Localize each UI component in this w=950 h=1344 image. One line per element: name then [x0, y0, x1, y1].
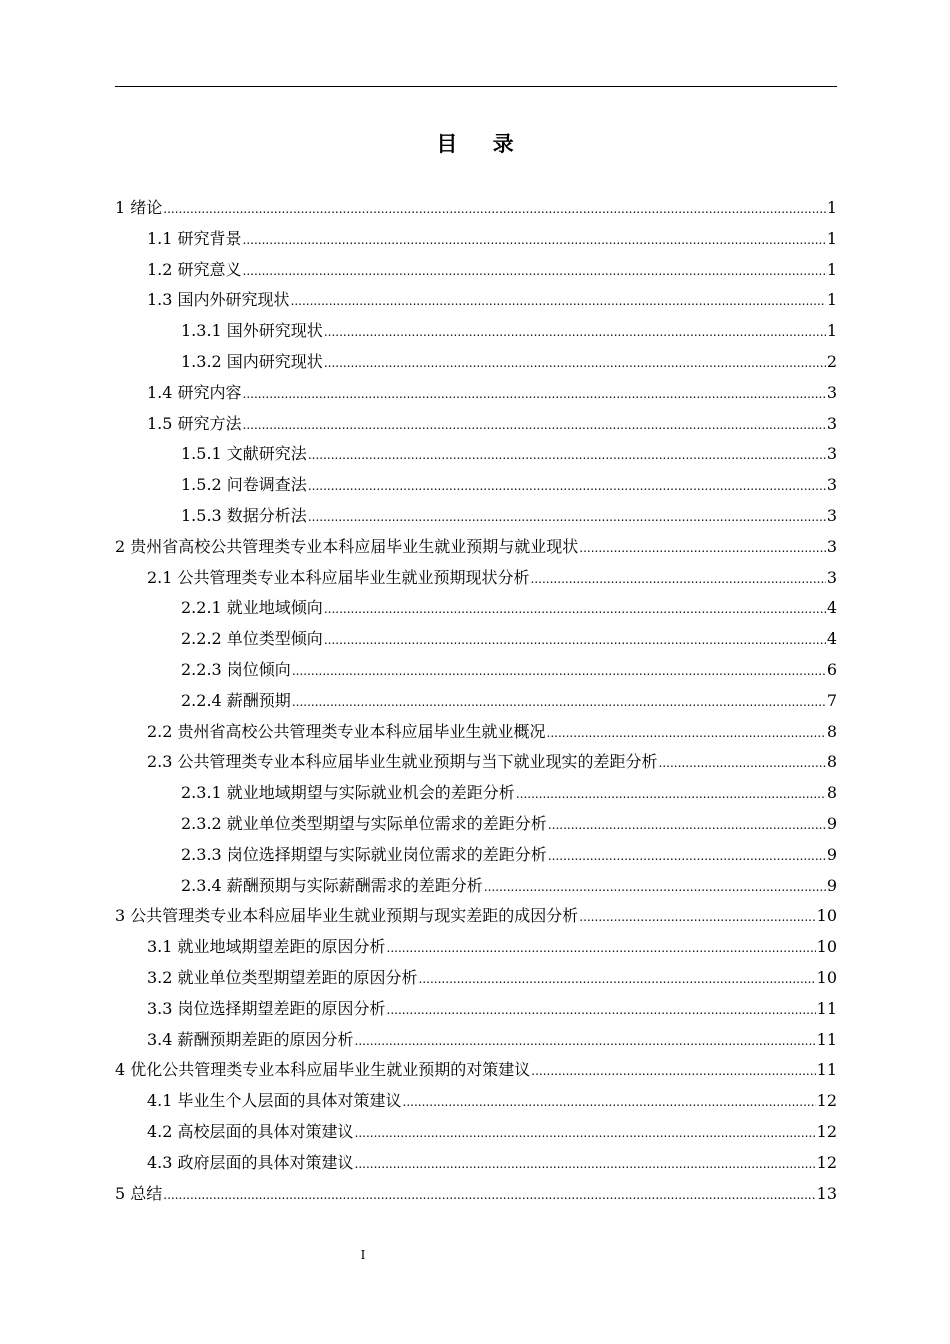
toc-leader-dots — [659, 747, 826, 779]
toc-entry[interactable] — [115, 655, 837, 686]
toc-entry-page: 3 — [826, 505, 837, 525]
toc-entry-label: 2.1 公共管理类专业本科应届毕业生就业预期现状分析 — [147, 567, 530, 587]
toc-entry-label: 4.1 毕业生个人层面的具体对策建议 — [147, 1091, 402, 1111]
toc-entry[interactable] — [115, 686, 837, 717]
toc-entry-label: 2.2.3 岗位倾向 — [181, 659, 291, 679]
toc-entry[interactable] — [115, 532, 837, 563]
toc-entry-label: 1.1 研究背景 — [147, 228, 242, 248]
header-rule — [115, 86, 837, 87]
toc-entry-label: 3.2 就业单位类型期望差距的原因分析 — [147, 967, 418, 987]
toc-entry-page: 3 — [826, 567, 837, 587]
toc-entry[interactable] — [115, 717, 837, 748]
toc-leader-dots — [387, 994, 816, 1026]
toc-entry-label: 2.3.2 就业单位类型期望与实际单位需求的差距分析 — [181, 813, 547, 833]
toc-leader-dots — [387, 932, 816, 964]
toc-leader-dots — [308, 439, 826, 471]
toc-leader-dots — [547, 717, 826, 749]
toc-entry-page: 7 — [826, 690, 837, 710]
toc-entry[interactable] — [115, 1179, 837, 1210]
toc-entry-page: 1 — [826, 290, 837, 310]
toc-leader-dots — [403, 1086, 816, 1118]
toc-entry-page: 11 — [816, 1029, 837, 1049]
toc-entry-label: 4.3 政府层面的具体对策建议 — [147, 1152, 354, 1172]
toc-leader-dots — [324, 593, 826, 625]
toc-leader-dots — [292, 686, 826, 718]
toc-leader-dots — [531, 1055, 815, 1087]
toc-entry[interactable] — [115, 963, 837, 994]
toc-entry-page: 6 — [826, 659, 837, 679]
toc-entry-label: 1.2 研究意义 — [147, 259, 242, 279]
toc-entry[interactable] — [115, 932, 837, 963]
toc-entry-label: 2.3.1 就业地域期望与实际就业机会的差距分析 — [181, 783, 515, 803]
toc-entry-label: 4 优化公共管理类专业本科应届毕业生就业预期的对策建议 — [115, 1060, 531, 1080]
toc-leader-dots — [579, 532, 826, 564]
toc-leader-dots — [548, 840, 826, 872]
toc-entry[interactable] — [115, 593, 837, 624]
toc-entry[interactable] — [115, 871, 837, 902]
page-number: I — [360, 1248, 366, 1262]
toc-entry-page: 8 — [826, 752, 837, 772]
toc-entry-label: 2.3 公共管理类专业本科应届毕业生就业预期与当下就业现实的差距分析 — [147, 752, 658, 772]
toc-entry-label: 2 贵州省高校公共管理类专业本科应届毕业生就业预期与就业现状 — [115, 536, 579, 556]
toc-leader-dots — [308, 470, 826, 502]
toc-entry-label: 5 总结 — [115, 1183, 163, 1203]
toc-entry[interactable] — [115, 563, 837, 594]
toc-leader-dots — [324, 316, 826, 348]
table-of-contents — [115, 193, 837, 1209]
toc-entry[interactable] — [115, 409, 837, 440]
toc-entry-page: 1 — [826, 228, 837, 248]
toc-entry-page: 3 — [826, 382, 837, 402]
toc-leader-dots — [531, 563, 826, 595]
toc-entry-page: 9 — [826, 813, 837, 833]
toc-entry-label: 3.1 就业地域期望差距的原因分析 — [147, 937, 386, 957]
toc-entry-label: 1.4 研究内容 — [147, 382, 242, 402]
toc-leader-dots — [355, 1148, 816, 1180]
toc-leader-dots — [243, 255, 826, 287]
toc-leader-dots — [324, 624, 826, 656]
toc-entry-label: 2.3.3 岗位选择期望与实际就业岗位需求的差距分析 — [181, 844, 547, 864]
toc-entry-label: 3.3 岗位选择期望差距的原因分析 — [147, 998, 386, 1018]
toc-entry-page: 3 — [826, 536, 837, 556]
toc-entry-page: 1 — [826, 321, 837, 341]
toc-entry[interactable] — [115, 809, 837, 840]
toc-entry-page: 3 — [826, 475, 837, 495]
toc-entry[interactable] — [115, 994, 837, 1025]
toc-entry[interactable] — [115, 347, 837, 378]
toc-entry-label: 2.2.4 薪酬预期 — [181, 690, 291, 710]
toc-entry-label: 1 绪论 — [115, 198, 163, 217]
toc-leader-dots — [324, 347, 826, 379]
toc-entry[interactable] — [115, 840, 837, 871]
toc-entry-page: 3 — [826, 413, 837, 433]
toc-entry-label: 2.2.2 单位类型倾向 — [181, 629, 323, 649]
toc-entry-page: 3 — [826, 444, 837, 464]
toc-entry-page: 10 — [816, 906, 837, 926]
toc-entry-page: 8 — [826, 721, 837, 741]
toc-entry-page: 13 — [816, 1183, 837, 1203]
toc-leader-dots — [243, 224, 826, 256]
toc-entry-page: 1 — [826, 259, 837, 279]
toc-entry-page: 8 — [826, 783, 837, 803]
toc-entry-page: 10 — [816, 967, 837, 987]
toc-entry-label: 1.5.2 问卷调查法 — [181, 475, 307, 495]
toc-entry-page: 9 — [826, 844, 837, 864]
toc-entry-page: 1 — [826, 198, 837, 217]
toc-leader-dots — [292, 655, 826, 687]
toc-leader-dots — [163, 1179, 815, 1211]
toc-entry[interactable] — [115, 255, 837, 286]
toc-entry[interactable] — [115, 1117, 837, 1148]
toc-entry[interactable] — [115, 193, 837, 224]
toc-leader-dots — [579, 901, 815, 933]
toc-entry[interactable] — [115, 224, 837, 255]
toc-leader-dots — [291, 285, 826, 317]
toc-entry[interactable] — [115, 285, 837, 316]
toc-leader-dots — [355, 1025, 816, 1057]
toc-entry-label: 2.2 贵州省高校公共管理类专业本科应届毕业生就业概况 — [147, 721, 546, 741]
toc-entry[interactable] — [115, 747, 837, 778]
toc-entry-page: 12 — [816, 1121, 837, 1141]
toc-entry-label: 4.2 高校层面的具体对策建议 — [147, 1121, 354, 1141]
toc-entry-page: 11 — [816, 998, 837, 1018]
toc-leader-dots — [548, 809, 826, 841]
toc-entry-label: 2.2.1 就业地域倾向 — [181, 598, 323, 618]
toc-leader-dots — [163, 193, 826, 225]
toc-entry-page: 12 — [816, 1091, 837, 1111]
toc-entry-label: 3.4 薪酬预期差距的原因分析 — [147, 1029, 354, 1049]
toc-entry-label: 3 公共管理类专业本科应届毕业生就业预期与现实差距的成因分析 — [115, 906, 579, 926]
toc-entry-label: 1.5.3 数据分析法 — [181, 505, 307, 525]
toc-leader-dots — [243, 409, 826, 441]
toc-entry[interactable] — [115, 439, 837, 470]
toc-leader-dots — [308, 501, 826, 533]
toc-leader-dots — [484, 871, 826, 903]
toc-entry-page: 9 — [826, 875, 837, 895]
toc-entry-page: 12 — [816, 1152, 837, 1172]
toc-entry-label: 1.3 国内外研究现状 — [147, 290, 290, 310]
toc-entry-label: 1.3.2 国内研究现状 — [181, 351, 323, 371]
toc-leader-dots — [516, 778, 826, 810]
toc-entry[interactable] — [115, 1148, 837, 1179]
toc-entry-label: 1.5.1 文献研究法 — [181, 444, 307, 464]
toc-entry[interactable] — [115, 316, 837, 347]
toc-entry-label: 1.3.1 国外研究现状 — [181, 321, 323, 341]
toc-leader-dots — [419, 963, 816, 995]
toc-entry-label: 2.3.4 薪酬预期与实际薪酬需求的差距分析 — [181, 875, 483, 895]
toc-entry[interactable] — [115, 1086, 837, 1117]
toc-entry[interactable] — [115, 624, 837, 655]
toc-entry-page: 2 — [826, 351, 837, 371]
toc-leader-dots — [355, 1117, 816, 1149]
toc-entry[interactable] — [115, 1055, 837, 1086]
toc-entry-page: 10 — [816, 937, 837, 957]
toc-entry-page: 4 — [826, 629, 837, 649]
toc-entry[interactable] — [115, 501, 837, 532]
toc-entry-page: 4 — [826, 598, 837, 618]
toc-leader-dots — [243, 378, 826, 410]
page-title: 目 录 — [436, 131, 528, 156]
toc-entry[interactable] — [115, 778, 837, 809]
toc-entry[interactable] — [115, 901, 837, 932]
toc-entry-page: 11 — [816, 1060, 837, 1080]
toc-entry[interactable] — [115, 378, 837, 409]
toc-entry[interactable] — [115, 470, 837, 501]
toc-entry[interactable] — [115, 1025, 837, 1056]
toc-entry-label: 1.5 研究方法 — [147, 413, 242, 433]
